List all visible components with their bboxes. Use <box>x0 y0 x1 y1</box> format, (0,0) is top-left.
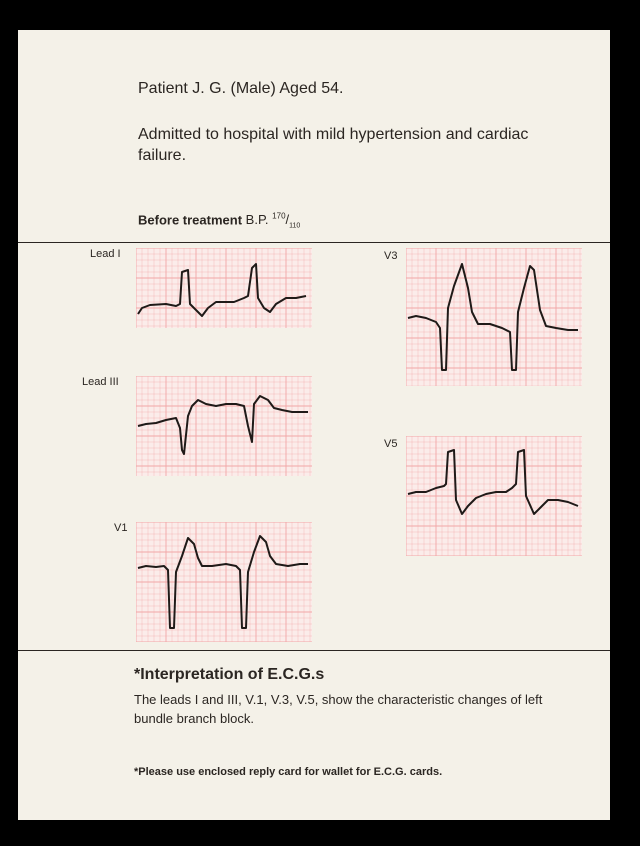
interpretation-title: *Interpretation of E.C.G.s <box>134 666 325 683</box>
reply-card-note: *Please use enclosed reply card for wallet for E.C.G. cards. <box>134 766 443 778</box>
bp-prefix: B.P. <box>245 212 269 228</box>
v5-label: V5 <box>384 438 398 450</box>
bottom-divider <box>18 650 610 651</box>
blood-pressure: B.P. $^{170}/_{110}$ <box>245 212 301 230</box>
lead-i-strip <box>136 248 312 328</box>
v3-label: V3 <box>384 250 398 262</box>
ecg-card <box>18 30 610 820</box>
v5-strip <box>406 436 582 556</box>
lead-i-label: Lead I <box>90 248 121 260</box>
before-treatment-label: Before treatment <box>138 212 243 228</box>
v1-strip <box>136 522 312 642</box>
lead-iii-label: Lead III <box>82 376 119 388</box>
top-divider <box>18 242 610 243</box>
admission-note: Admitted to hospital with mild hypertension and cardiac failure. <box>138 126 529 164</box>
before-treatment-line <box>138 212 300 230</box>
bp-diastolic: 110 <box>289 222 301 230</box>
v1-label: V1 <box>114 522 128 534</box>
bp-systolic: 170 <box>272 212 286 221</box>
lead-iii-strip <box>136 376 312 476</box>
v3-strip <box>406 248 582 386</box>
interpretation-body: The leads I and III, V.1, V.3, V.5, show the characteristic changes of left bundle branch block. <box>134 692 543 726</box>
patient-info: Patient J. G. (Male) Aged 54. <box>138 80 344 97</box>
